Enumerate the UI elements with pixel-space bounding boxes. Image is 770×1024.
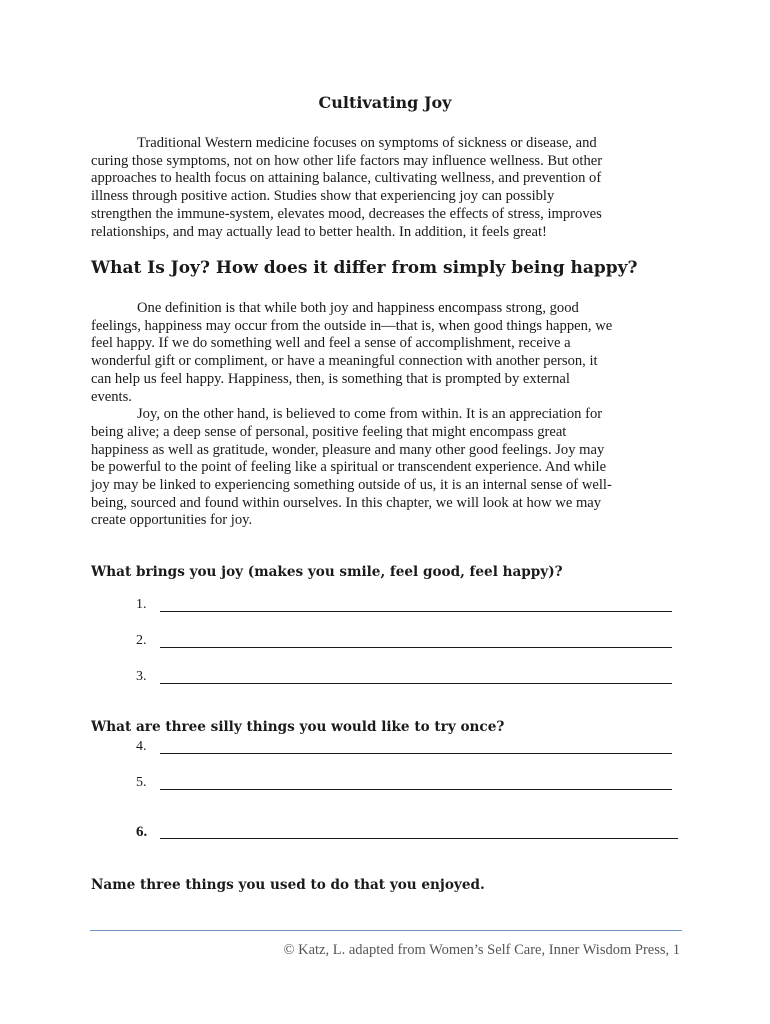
intro-line: Traditional Western medicine focuses on symptoms of sickness or disease, and xyxy=(137,135,597,151)
page-title: Cultivating Joy xyxy=(318,93,452,112)
definition-line: feelings, happiness may occur from the outside in—that is, when good things happen, we xyxy=(91,317,613,334)
question-silly-things: What are three silly things you would like to try once? xyxy=(91,719,505,735)
answer-blank[interactable] xyxy=(160,739,672,754)
joy-line: happiness as well as gratitude, wonder, pleasure and many other good feelings. Joy may xyxy=(91,441,605,458)
joy-line: create opportunities for joy. xyxy=(91,512,253,529)
item-number: 2. xyxy=(136,633,147,648)
definition-line: feel happy. If we do something well and feel a sense of accomplishment, receive a xyxy=(91,335,571,352)
answer-blank[interactable] xyxy=(160,633,672,648)
answer-blank[interactable] xyxy=(160,597,672,612)
intro-paragraph xyxy=(91,135,684,241)
item-number: 6. xyxy=(136,824,148,840)
footer-divider xyxy=(90,930,682,931)
definition-line: can help us feel happy. Happiness, then, is something that is prompted by external xyxy=(91,370,570,387)
definition-line: One definition is that while both joy and happiness encompass strong, good xyxy=(137,300,579,316)
footer-citation: © Katz, L. adapted from Women’s Self Care, Inner Wisdom Press, 1 xyxy=(283,942,680,958)
question-joy: What brings you joy (makes you smile, feel good, feel happy)? xyxy=(91,564,563,580)
intro-line: approaches to health focus on attaining balance, cultivating wellness, and prevention of xyxy=(91,170,602,187)
joy-line: be powerful to the point of feeling like a spiritual or transcendent experience. And while xyxy=(91,459,607,476)
intro-line: curing those symptoms, not on how other life factors may influence wellness. But other xyxy=(91,152,603,169)
definition-paragraph xyxy=(91,300,684,530)
joy-line: being, sourced and found within ourselves. In this chapter, we will look at how we may xyxy=(91,494,602,511)
item-number: 4. xyxy=(136,739,147,754)
item-number: 1. xyxy=(136,597,147,612)
answer-blank[interactable] xyxy=(160,824,678,839)
item-number: 5. xyxy=(136,775,147,790)
question-used-to-enjoy: Name three things you used to do that you enjoyed. xyxy=(91,877,485,893)
intro-line: relationships, and may actually lead to better health. In addition, it feels great! xyxy=(91,223,547,240)
answer-blank[interactable] xyxy=(160,775,672,790)
answer-blank[interactable] xyxy=(160,669,672,684)
intro-line: illness through positive action. Studies show that experiencing joy can possibly xyxy=(91,188,555,205)
intro-line: strengthen the immune-system, elevates mood, decreases the effects of stress, improves xyxy=(91,205,602,222)
section-heading: What Is Joy? How does it differ from simply being happy? xyxy=(91,258,638,278)
joy-line: Joy, on the other hand, is believed to come from within. It is an appreciation for xyxy=(137,406,603,423)
item-number: 3. xyxy=(136,669,147,684)
definition-line: wonderful gift or compliment, or have a meaningful connection with another person, it xyxy=(91,353,598,370)
joy-line: joy may be linked to experiencing something outside of us, it is an internal sense of well- xyxy=(91,477,612,494)
joy-line: being alive; a deep sense of personal, positive feeling that might encompass great xyxy=(91,423,567,440)
definition-line: events. xyxy=(91,388,132,405)
